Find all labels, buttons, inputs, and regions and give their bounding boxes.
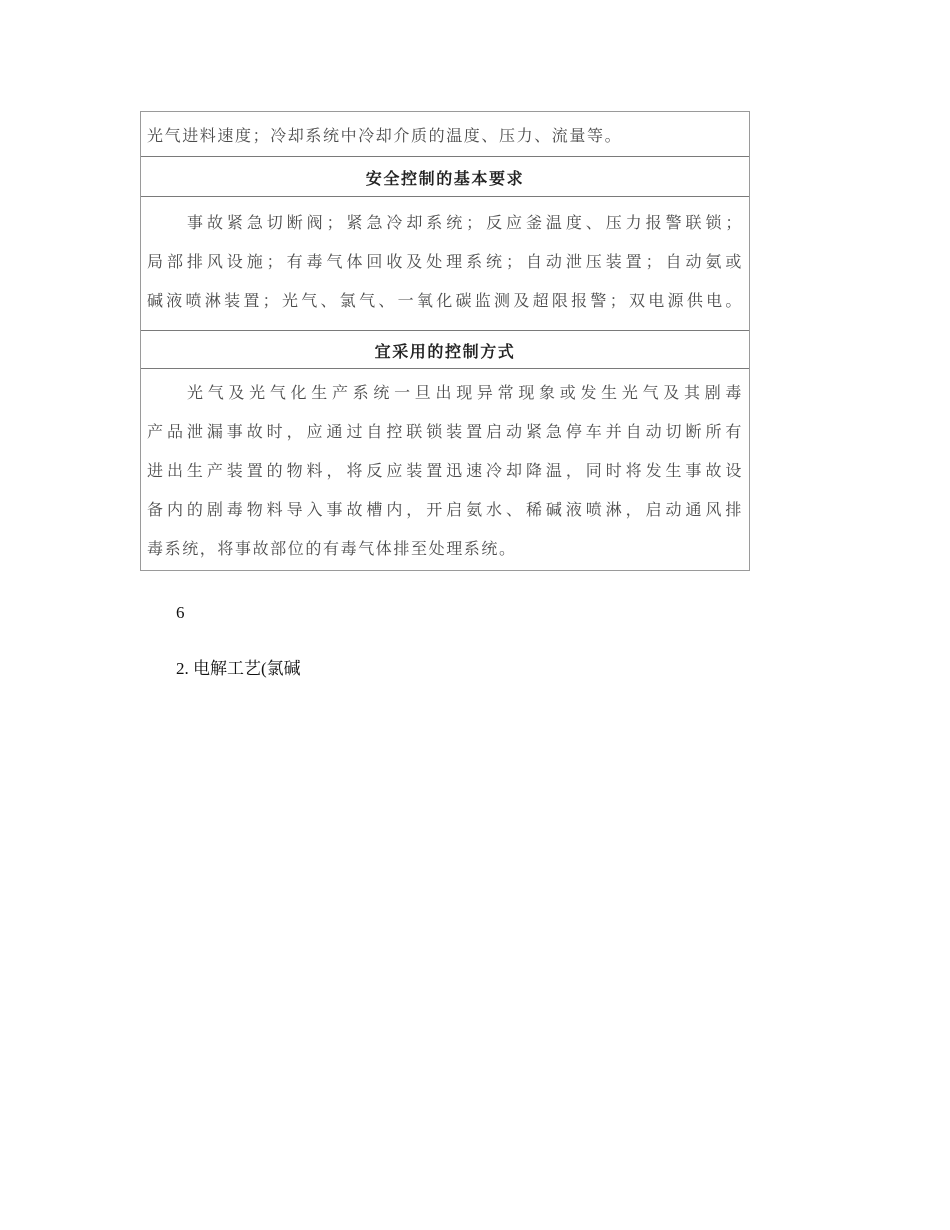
table-row-monitoring bbox=[141, 112, 749, 156]
section-title: 2. 电解工艺(氯碱 bbox=[176, 659, 301, 678]
page-number: 6 bbox=[176, 603, 185, 622]
table-line: 光气及光气化生产系统一旦出现异常现象或发生光气及其剧毒 bbox=[187, 383, 743, 402]
table-row-heading bbox=[141, 156, 749, 196]
process-safety-table bbox=[140, 111, 750, 571]
table-cell-text bbox=[147, 116, 743, 155]
table-line: 局部排风设施；有毒气体回收及处理系统；自动泄压装置；自动氨或 bbox=[147, 252, 743, 271]
table-cell-text bbox=[147, 203, 743, 320]
section-heading-safety-requirements: 安全控制的基本要求 bbox=[365, 169, 525, 188]
table-line: 碱液喷淋装置；光气、氯气、一氧化碳监测及超限报警；双电源供电。 bbox=[147, 291, 743, 310]
table-line: 备内的剧毒物料导入事故槽内，开启氨水、稀碱液喷淋，启动通风排 bbox=[147, 500, 743, 519]
table-line: 光气进料速度；冷却系统中冷却介质的温度、压力、流量等。 bbox=[147, 126, 623, 145]
table-line: 毒系统，将事故部位的有毒气体排至处理系统。 bbox=[147, 539, 517, 558]
table-row-heading bbox=[141, 330, 749, 368]
table-line: 事故紧急切断阀；紧急冷却系统；反应釜温度、压力报警联锁； bbox=[187, 213, 743, 232]
table-row-control-methods bbox=[141, 368, 749, 570]
table-cell-text bbox=[147, 373, 743, 568]
table-line: 进出生产装置的物料，将反应装置迅速冷却降温，同时将发生事故设 bbox=[147, 461, 743, 480]
table-line: 产品泄漏事故时，应通过自控联锁装置启动紧急停车并自动切断所有 bbox=[147, 422, 743, 441]
table-row-safety-requirements bbox=[141, 196, 749, 330]
section-heading-control-methods: 宜采用的控制方式 bbox=[374, 342, 516, 361]
